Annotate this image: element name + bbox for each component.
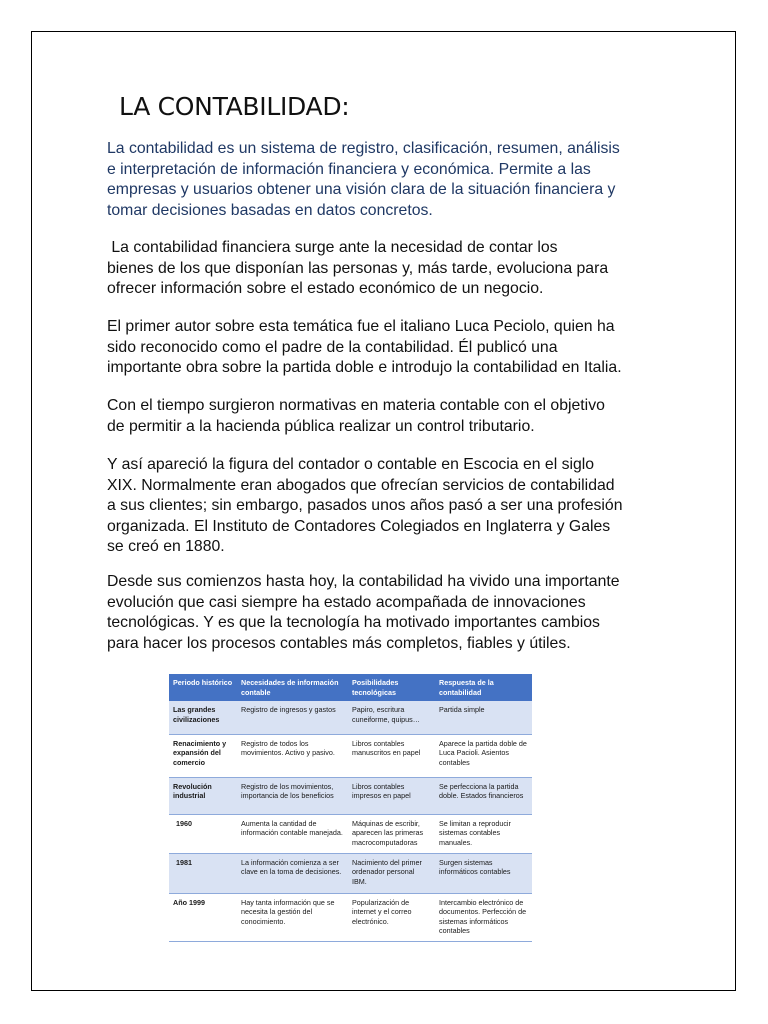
paragraph-technology-evolution: Desde sus comienzos hasta hoy, la contabilidad ha vivido una importante evolución que casi siempre ha estado acompañada de innovaciones tecnológicas. Y es que la tecnología ha motivado importantes cambios para hacer los procesos contables más completos, fiables y útiles. <box>107 573 620 652</box>
header-needs: Necesidades de información contable <box>237 674 348 701</box>
cell-needs: La información comienza a ser clave en la toma de decisiones. <box>237 853 348 893</box>
cell-needs: Registro de todos los movimientos. Activo y pasivo. <box>237 734 348 777</box>
cell-period: 1981 <box>169 853 237 893</box>
header-technology: Posibilidades tecnológicas <box>348 674 435 701</box>
cell-needs: Aumenta la cantidad de información contable manejada. <box>237 814 348 853</box>
table-header-row <box>169 674 532 701</box>
cell-response: Partida simple <box>435 701 532 734</box>
cell-period: Revolución industrial <box>169 777 237 814</box>
cell-response: Intercambio electrónico de documentos. Perfección de sistemas informáticos contables <box>435 893 532 941</box>
table-row <box>169 777 532 814</box>
header-response: Respuesta de la contabilidad <box>435 674 532 701</box>
paragraph-regulations: Con el tiempo surgieron normativas en materia contable con el objetivo de permitir a la hacienda pública realizar un control tributario. <box>107 397 605 435</box>
cell-response: Aparece la partida doble de Luca Pacioli. Asientos contables <box>435 734 532 777</box>
cell-technology: Nacimiento del primer ordenador personal IBM. <box>348 853 435 893</box>
table-row <box>169 814 532 853</box>
cell-period: Año 1999 <box>169 893 237 941</box>
cell-technology: Libros contables manuscritos en papel <box>348 734 435 777</box>
cell-period: 1960 <box>169 814 237 853</box>
table-row <box>169 853 532 893</box>
cell-technology: Máquinas de escribir, aparecen las primeras macrocomputadoras <box>348 814 435 853</box>
cell-response: Surgen sistemas informáticos contables <box>435 853 532 893</box>
accounting-history-table <box>169 674 532 942</box>
cell-technology: Libros contables impresos en papel <box>348 777 435 814</box>
cell-needs: Hay tanta información que se necesita la gestión del conocimiento. <box>237 893 348 941</box>
cell-needs: Registro de ingresos y gastos <box>237 701 348 734</box>
table-row <box>169 734 532 777</box>
cell-period: Renacimiento y expansión del comercio <box>169 734 237 777</box>
cell-period: Las grandes civilizaciones <box>169 701 237 734</box>
cell-technology: Papiro, escritura cuneiforme, quipus… <box>348 701 435 734</box>
cell-needs: Registro de los movimientos, importancia de los beneficios <box>237 777 348 814</box>
paragraph-accountant-figure: Y así apareció la figura del contador o contable en Escocia en el siglo XIX. Normalmente eran abogados que ofrecían servicios de contabilidad a sus clientes; sin embargo, pasados unos años pasó a ser una profesión organizada. El Instituto de Contadores Colegiados en Inglaterra y Gales se creó en 1880. <box>107 456 623 555</box>
table-row <box>169 893 532 941</box>
cell-technology: Popularización de internet y el correo electrónico. <box>348 893 435 941</box>
cell-response: Se perfecciona la partida doble. Estados financieros <box>435 777 532 814</box>
cell-response: Se limitan a reproducir sistemas contables manuales. <box>435 814 532 853</box>
paragraph-origin: La contabilidad financiera surge ante la necesidad de contar los bienes de los que disponían las personas y, más tarde, evoluciona para ofrecer información sobre el estado económico de un negocio. <box>107 239 609 297</box>
table-row <box>169 701 532 734</box>
document-title: LA CONTABILIDAD: <box>119 92 350 121</box>
header-period: Periodo histórico <box>169 674 237 701</box>
intro-paragraph: La contabilidad es un sistema de registro, clasificación, resumen, análisis e interpretación de información financiera y económica. Permite a las empresas y usuarios obtener una visión clara de la situación financiera y tomar decisiones basadas en datos concretos. <box>107 140 620 219</box>
paragraph-first-author: El primer autor sobre esta temática fue el italiano Luca Peciolo, quien ha sido reconocido como el padre de la contabilidad. Él publicó una importante obra sobre la partida doble e introdujo la contabilidad en Italia. <box>107 318 622 376</box>
